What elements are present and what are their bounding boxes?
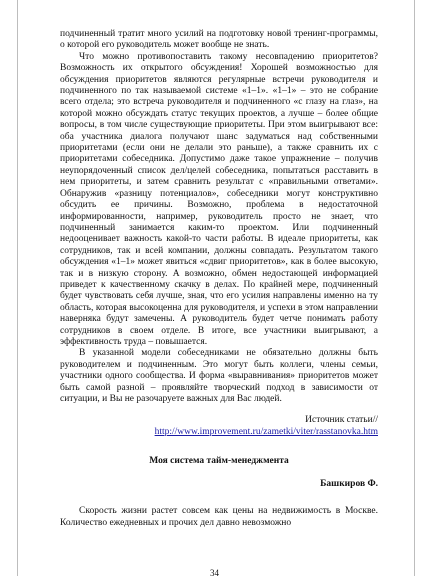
article-title: Моя система тайм-менеджмента <box>149 456 289 467</box>
page-right-edge <box>414 0 415 576</box>
source-label: Источник статьи// <box>305 415 378 426</box>
source-block <box>60 415 378 438</box>
paragraph-priorities: Что можно противопоставить такому несовпадению приоритетов? Возможность их открытого обсуждения! Хорошей возможностью для обсуждения приоритетов являются регулярные встречи руководителя и подчиненного по так называемой системе «1–1». «1–1» – это не собрание всего отдела; это встреча руководителя и подчиненного «с глазу на глаз», на которой можно обсуждать статус текущих проектов, а лучше – более общие вопросы, в том числе существующие приоритеты. При этом выигрывают все: оба участника диалога получают шанс задуматься над собственными приоритетами (если они не делали это раньше), а также сравнить их с приоритетами собеседника. Допустимо даже такое упражнение – получив неупорядоченный список дел/целей собеседника, попытаться расставить в нем приоритеты, и затем сравнить результат с «правильными ответами». Обнаружив «разницу потенциалов», собеседники могут конструктивно обсудить ее причины. Возможно, проблема в недостаточной информированности, например, руководитель просто не знает, что подчиненный занимается каким-то проектом. Или подчиненный недооценивает важность какой-то части работы. В идеале приоритеты, как сотрудников, так и всей компании, должны совпадать. Результатом такого обсуждения «1–1» может явиться «сдвиг приоритетов», как в более высокую, так и в низкую сторону. А возможно, обмен недостающей информацией приведет к качественному скачку в делах. По крайней мере, подчиненный будет чувствовать себя лучше, зная, что его усилия направлены именно на ту область, которая высокоценна для руководителя, и успехи в этом направлении наверняка будут замечены. А руководитель будет четче понимать работу сотрудников в своем отделе. В итоге, все участники выигрывают, а эффективность труда – повышается. <box>60 51 378 347</box>
page-left-edge <box>17 0 18 576</box>
page-number: 34 <box>210 568 219 578</box>
source-link[interactable]: http://www.improvement.ru/zametki/viter/rasstanovka.htm <box>154 426 378 437</box>
document-body <box>60 29 378 529</box>
article-author: Башкиров Ф. <box>320 479 378 490</box>
paragraph-continuation: подчиненный тратит много усилий на подготовку новой тренинг-программы, о которой его руководитель может вообще не знать. <box>60 29 378 51</box>
article-first-paragraph: Скорость жизни растет совсем как цены на недвижимость в Москве. Количество ежедневных и прочих дел давно невозможно <box>60 506 378 528</box>
paragraph-model: В указанной модели собеседниками не обязательно должны быть руководителем и подчиненным. Это могут быть коллеги, члены семьи, участники одного сообщества. И форма «выравнивания» приоритетов может быть самой разной – проявляйте творческий подход в зависимости от ситуации, и Вы не разочаруете важных для Вас людей. <box>60 348 378 404</box>
